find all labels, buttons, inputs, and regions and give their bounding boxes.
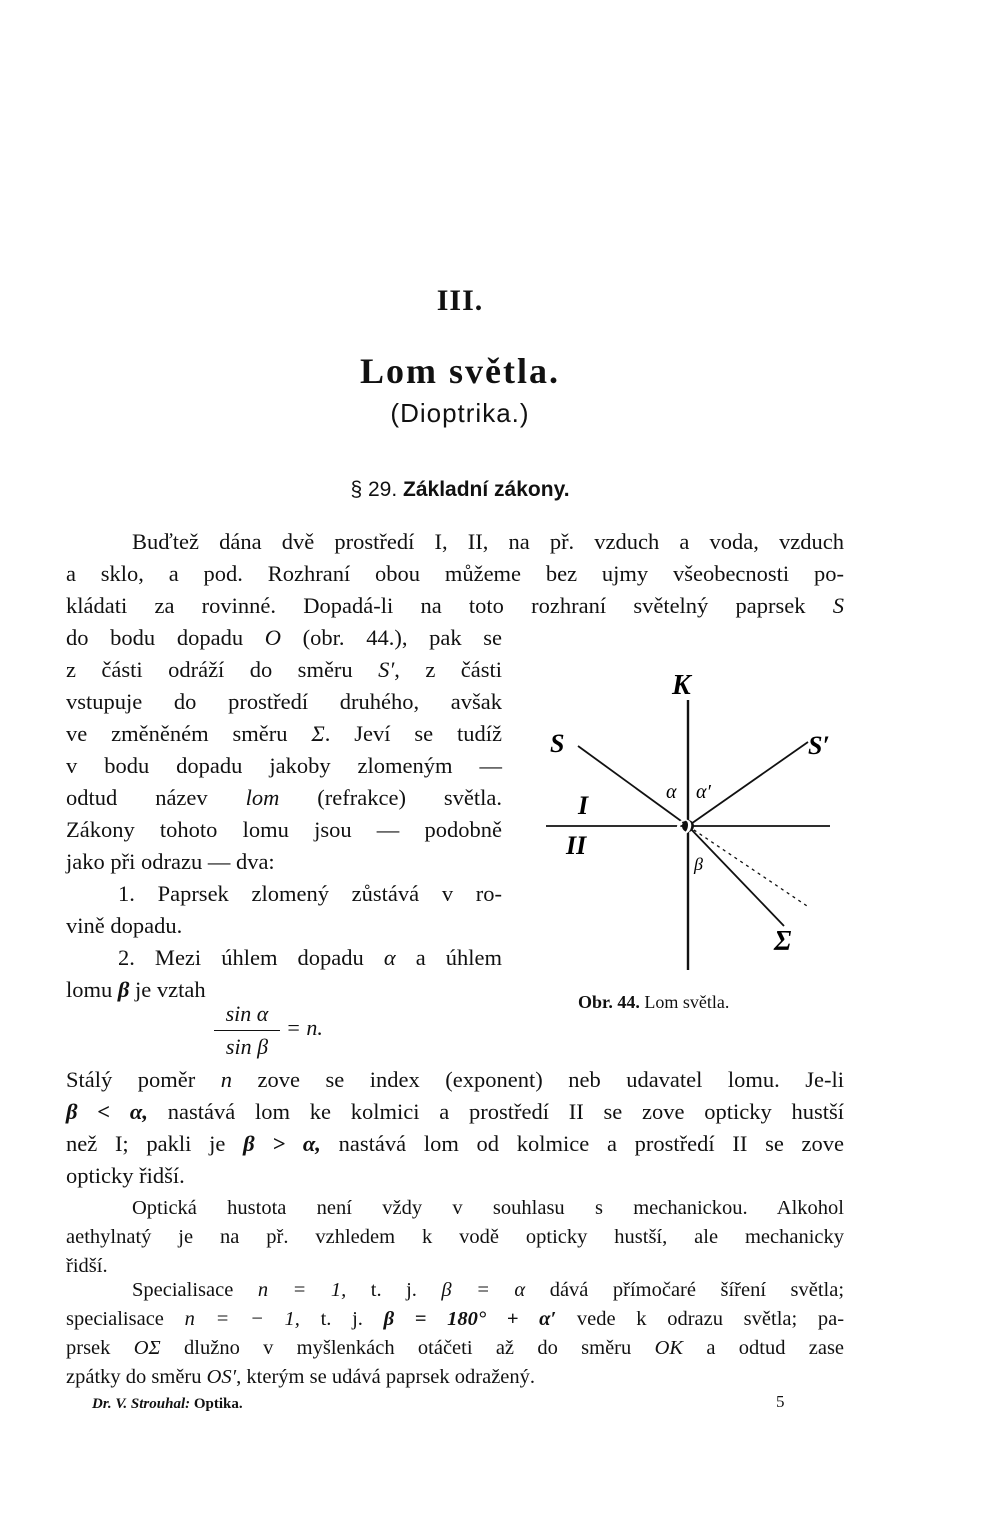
note-line: řidší. xyxy=(66,1255,108,1277)
footer-signature xyxy=(92,1396,243,1413)
chapter-number: III. xyxy=(436,284,484,317)
symbol-Sigma: Σ xyxy=(311,721,325,746)
text-line: Zákony tohoto lomu jsou — podobně xyxy=(66,817,502,842)
text-span: dlužno v myšlenkách otáčeti až do směru xyxy=(184,1337,632,1359)
text-span: (obr. 44.), pak se xyxy=(302,625,503,650)
math-span: OK xyxy=(654,1337,684,1359)
text-span: , z části xyxy=(394,657,502,682)
text-span: a úhlem xyxy=(415,945,502,970)
note-line xyxy=(66,1363,844,1392)
label-S: S xyxy=(550,729,565,758)
math-span: β = 180° + α′ xyxy=(383,1308,557,1330)
section-mark: § xyxy=(350,478,363,501)
text-line xyxy=(66,782,502,814)
label-O: O xyxy=(676,814,692,839)
text-line: v bodu dopadu jakoby zlomeným — xyxy=(66,753,502,778)
text-span: je vztah xyxy=(135,977,206,1002)
text-span: dává přímočaré šíření světla; xyxy=(549,1279,845,1301)
formula-numerator: sin α xyxy=(225,1001,269,1026)
section-number: 29. xyxy=(367,478,398,501)
text-span: ve změněném směru xyxy=(66,721,288,746)
symbol-n: n xyxy=(220,1067,233,1092)
inequality: β < α, xyxy=(66,1099,148,1124)
note-line: aethylnatý je na př. vzhledem k vodě opticky hustší, ale mechanicky xyxy=(66,1226,844,1248)
text-span: zpátky do směru xyxy=(66,1366,202,1388)
text-span: t. j. xyxy=(320,1308,363,1330)
text-line xyxy=(66,1064,844,1096)
chapter-title: Lom světla. xyxy=(360,351,560,391)
math-span: n = 1, xyxy=(257,1279,347,1301)
label-I: I xyxy=(578,791,589,820)
text-span: nastává lom ke kolmici a prostředí II se zove opticky hustší xyxy=(167,1099,844,1124)
text-line xyxy=(66,718,502,750)
text-span: specialisace xyxy=(66,1308,164,1330)
text-span: zove se index (exponent) neb udavatel lomu. Je-li xyxy=(257,1067,845,1092)
text-span: 2. Mezi úhlem dopadu xyxy=(118,945,364,970)
text-span: . Jeví se tudíž xyxy=(324,721,502,746)
text-line: jako při odrazu — dva: xyxy=(66,849,275,874)
footer-book: Optika. xyxy=(193,1396,243,1412)
symbol-O: O xyxy=(264,625,281,650)
term-lom: lom xyxy=(245,785,280,810)
dashed-extension xyxy=(688,826,810,908)
section-title: Základní zákony. xyxy=(403,478,570,501)
refracted-ray-Sigma xyxy=(688,826,784,926)
page-number: 5 xyxy=(776,1392,785,1411)
text-line: vstupuje do prostředí druhého, avšak xyxy=(66,689,502,714)
label-II: II xyxy=(566,831,587,860)
text-line xyxy=(66,590,844,622)
label-Sigma: Σ xyxy=(774,926,792,957)
text-span: Stálý poměr xyxy=(66,1067,196,1092)
text-line xyxy=(66,654,502,686)
text-span: a odtud zase xyxy=(706,1337,845,1359)
text-span: lomu xyxy=(66,977,113,1002)
refraction-formula xyxy=(214,1000,374,1060)
symbol-S: S xyxy=(832,593,844,618)
text-span: kládati za rovinné. Dopadá-li na toto rozhraní světelný paprsek xyxy=(66,593,806,618)
text-span: vede k odrazu světla; pa- xyxy=(576,1308,845,1330)
text-span: do bodu dopadu xyxy=(66,625,244,650)
figure-44 xyxy=(520,660,840,980)
label-alpha: α xyxy=(666,781,677,803)
formula-equals: = n. xyxy=(286,1015,323,1040)
caption-text: Lom světla. xyxy=(644,992,730,1012)
text-span: nastává lom od kolmice a prostředí II se zove xyxy=(338,1131,845,1156)
text-line xyxy=(118,942,502,974)
note-line xyxy=(66,1305,844,1334)
label-beta: β xyxy=(694,854,703,874)
fraction xyxy=(214,1000,280,1061)
note-line xyxy=(66,1334,844,1363)
text-line: 1. Paprsek zlomený zůstává v ro- xyxy=(118,881,502,906)
math-span: OΣ xyxy=(133,1337,161,1359)
figure-caption xyxy=(578,990,838,1014)
math-span: β = α xyxy=(441,1279,526,1301)
note-line xyxy=(132,1276,844,1305)
text-line: opticky řidší. xyxy=(66,1163,185,1188)
note-line: Optická hustota není vždy v souhlasu s mechanickou. Alkohol xyxy=(132,1197,844,1219)
text-span: , kterým se udává paprsek odražený. xyxy=(236,1366,536,1388)
text-line xyxy=(66,622,502,654)
text-span: z části odráží do směru xyxy=(66,657,353,682)
section-heading xyxy=(0,478,920,502)
text-line xyxy=(66,1096,844,1128)
text-line: a sklo, a pod. Rozhraní obou můžeme bez ujmy všeobecnosti po- xyxy=(66,561,844,586)
footer-author: Dr. V. Strouhal: xyxy=(92,1396,191,1412)
label-K: K xyxy=(672,670,691,701)
text-span: Specialisace xyxy=(132,1279,234,1301)
formula-denominator: sin β xyxy=(225,1034,269,1059)
text-span: odtud název xyxy=(66,785,208,810)
fraction-bar xyxy=(214,1030,280,1031)
math-span: OS′ xyxy=(206,1366,237,1388)
text-span: prsek xyxy=(66,1337,111,1359)
refraction-diagram xyxy=(520,660,840,980)
inequality: β > α, xyxy=(243,1131,321,1156)
text-span: t. j. xyxy=(370,1279,417,1301)
symbol-S-prime: S′ xyxy=(378,657,395,682)
text-line xyxy=(66,1128,844,1160)
text-line: Buďtež dána dvě prostředí I, II, na př. vzduch a voda, vzduch xyxy=(132,529,844,554)
caption-label: Obr. 44. xyxy=(578,992,640,1012)
text-line: vině dopadu. xyxy=(66,913,183,938)
label-alpha-prime: α′ xyxy=(696,781,711,803)
chapter-subtitle: (Dioptrika.) xyxy=(390,398,530,428)
text-span: než I; pakli je xyxy=(66,1131,226,1156)
symbol-alpha: α xyxy=(383,945,396,970)
math-span: n = − 1, xyxy=(184,1308,300,1330)
symbol-beta: β xyxy=(117,977,130,1002)
text-span: (refrakce) světla. xyxy=(317,785,502,810)
label-S-prime: S′ xyxy=(808,731,830,760)
